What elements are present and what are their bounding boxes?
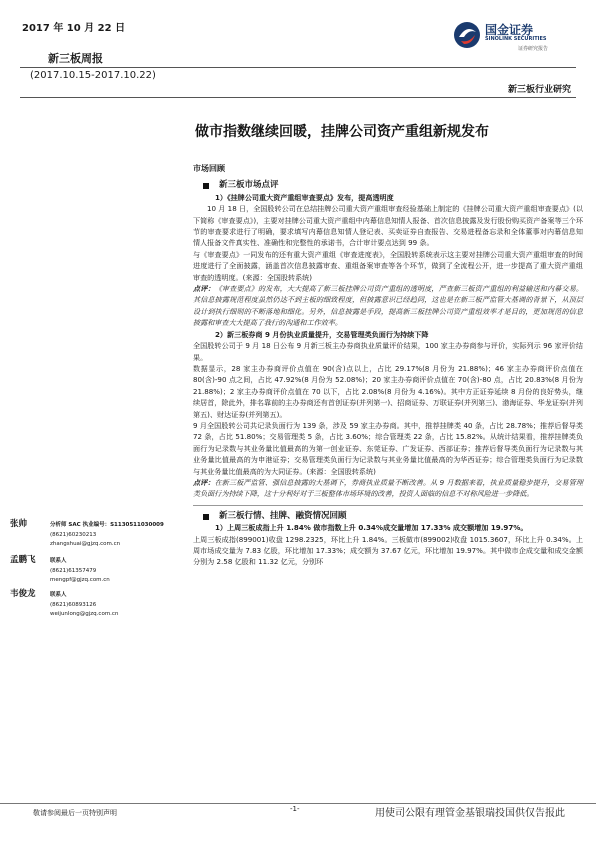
commentary-text: 在新三板严监管、强信息披露的大基调下，券商执业质量不断改善。从 9 月数据来看，执业质量稳步提升，交易管理类负面行为持续下降，这十分利好对于三板整体市场环境的改善，投资人面临的信息不对称风险进一步降低。: [193, 477, 583, 499]
analyst-role: 联系人: [50, 558, 67, 564]
logo-text-en: SINOLINK SECURITIES: [485, 36, 547, 42]
commentary: [193, 283, 583, 329]
paragraph: 数据显示，28 家主办券商评价点值在 90(含)点以上，占比 29.17%(8 月份为 21.88%)；46 家主办券商评价点值在 80(含)-90 点之间，占比 47.92%(8 月份为 52.08%)；20 家主办券商评价点值在 70(含)-80 点，占比 20.83%(8 月份为 21.88%)；2 家主办券商评价点值在 70 以下，占比 2.08%(8 月份为 4.16%)。其中方正证券延续 8 月份的良好势头，继续居首，除此外，排名靠前的主办券商还有首创证券(并列第一)、招商证券、万联证券(并列第三)、渤海证券、华龙证券(并列第五)、财达证券(并列第五)。: [193, 363, 583, 419]
footer-watermark: 用使司公限有理管金基银瑞投国供仅告报此: [375, 808, 565, 819]
paragraph: 10 月 18 日，全国股转公司在总结挂牌公司重大资产重组审查经验基础上制定的《挂牌公司重大资产重组审查要点》(以下简称《审查要点》)，主要对挂牌公司重大资产重组中内幕信息知情人报备、首次信息披露及发行股份购买资产备案等三个环节的审查要求进行了明确，要求填写内幕信息知情人登记表、买卖证券自查报告、交易进程备忘录和全体董事对内幕信息知情人报备文件真实性、准确性和完整性的承诺书，合计审计要点达到 99 条。: [193, 204, 583, 248]
commentary-lead: 点评：: [193, 284, 215, 294]
section-heading: 市场回顾: [193, 164, 225, 173]
sinolink-logo: [452, 16, 574, 56]
main-content: [193, 163, 583, 568]
logo-tagline: 证券研究报告: [518, 46, 549, 52]
analyst-name: 张帅: [10, 519, 28, 529]
bullet-heading-market: 新三板市场点评: [193, 180, 583, 191]
paragraph: 与《审查要点》一同发布的还有重大资产重组《审查进度表》，全国股转系统表示这主要对挂牌公司重大资产重组审查的时间进度进行了全面披露，涵盖首次信息披露审查、重组备案审查等各个环节，做到了全流程公开，进一步提高了重大资产重组审查的透明度。(来源：全国股转系统): [193, 249, 583, 282]
paragraph: 上周三板成指(899001)收盘 1298.2325，环比上升 1.84%。三板做市(899002)收盘 1015.3607，环比上升 0.34%。上周市场成交量为 7.83 亿股，环比增加 17.33%；成交额为 37.67 亿元，环比增加 19.97%。其中做市企成交量和成交金额分别为 2.58 亿股和 11.32 亿元，分别环: [193, 534, 583, 567]
report-name: 新三板周报: [48, 52, 103, 65]
paragraph: 9 月全国股转公司共记录负面行为 139 条，涉及 59 家主办券商。其中，推荐挂牌类 40 条，占比 28.78%；推荐后督导类 72 条，占比 51.80%；交易管理类 5 条，占比 3.60%；综合管理类 22 条，占比 15.82%。从统计结果看，推荐挂牌类负面行为记录数与其业务量比值最高的为第一创业证券、东莞证券、广发证券、西部证券；推荐后督导类负面行为记录数与其业务量比值最高的为申港证券；交易管理类负面行为记录数与其业务量比值最高的为华西证券；综合管理类负面行为记录数与其业务量比值最高的为大同证券。(来源：全国股转系统): [193, 420, 583, 476]
header-divider-top: [20, 67, 576, 68]
commentary-text: 《审查要点》的发布，大大提高了新三板挂牌公司资产重组的透明度，严查新三板资产重组的利益输送和内幕交易。其信息披露规范程度虽然仍达不到主板的细致程度，但披露意识已经趋同，这也是在新三板严监管大基调的背景下，从顶层设计到执行细则的不断落地和细化。另外，信息披露是手段，提高新三板挂牌公司资产重组效率才是目的，更加规范的信息披露和审查大大提高了我行的沟通和工作效率。: [193, 284, 584, 328]
sinolink-logo-icon: [452, 20, 482, 50]
analyst-name: 韦俊龙: [10, 589, 36, 599]
report-date: 2017 年 10 月 22 日: [22, 23, 126, 34]
section-divider: [193, 505, 583, 506]
page-title: 做市指数继续回暖，挂牌公司资产重组新规发布: [195, 124, 489, 140]
logo-text-cn: 国金证券: [485, 23, 534, 37]
report-date-range: (2017.10.15-2017.10.22): [30, 70, 156, 81]
paragraph: 全国股转公司于 9 月 18 日公布 9 月新三板主办券商执业质量评价结果，100 家主办券商参与评价，实际列示 96 家评价结果。: [193, 341, 583, 362]
commentary-lead: 点评：: [193, 477, 215, 487]
footer-disclaimer-link[interactable]: 敬请参阅最后一页特别声明: [33, 809, 117, 817]
analyst-email[interactable]: weijunlong@gjzq.com.cn: [50, 611, 119, 617]
analyst-phone: (8621)60893126: [50, 601, 97, 608]
analyst-email[interactable]: zhangshuai@gjzq.com.cn: [50, 541, 121, 547]
report-category: 新三板行业研究: [507, 85, 571, 95]
page-number: -1-: [290, 805, 300, 813]
analyst-role: 联系人: [50, 592, 67, 598]
commentary: [193, 477, 583, 500]
analyst-name: 孟鹏飞: [10, 555, 36, 565]
subheading-index: 1）上周三板成指上升 1.84% 做市指数上升 0.34%成交量增加 17.33% 成交额增加 19.97%。: [215, 523, 528, 533]
bullet-heading-review: 新三板行情、挂牌、融资情况回顾: [193, 511, 583, 522]
header-divider-bottom: [20, 97, 576, 98]
analyst-cert: 分析师 SAC 执业编号：S1130511030009: [50, 522, 164, 528]
analyst-phone: (8621)60230213: [50, 531, 97, 538]
analyst-email[interactable]: mengpf@gjzq.com.cn: [50, 577, 110, 583]
subheading-broker-quality: 2）新三板券商 9 月份执业质量提升，交易管理类负面行为持续下降: [215, 329, 429, 339]
subheading-restructuring: 1）《挂牌公司重大资产重组审查要点》发布，提高透明度: [215, 192, 394, 202]
analyst-phone: (8621)61357479: [50, 567, 97, 574]
